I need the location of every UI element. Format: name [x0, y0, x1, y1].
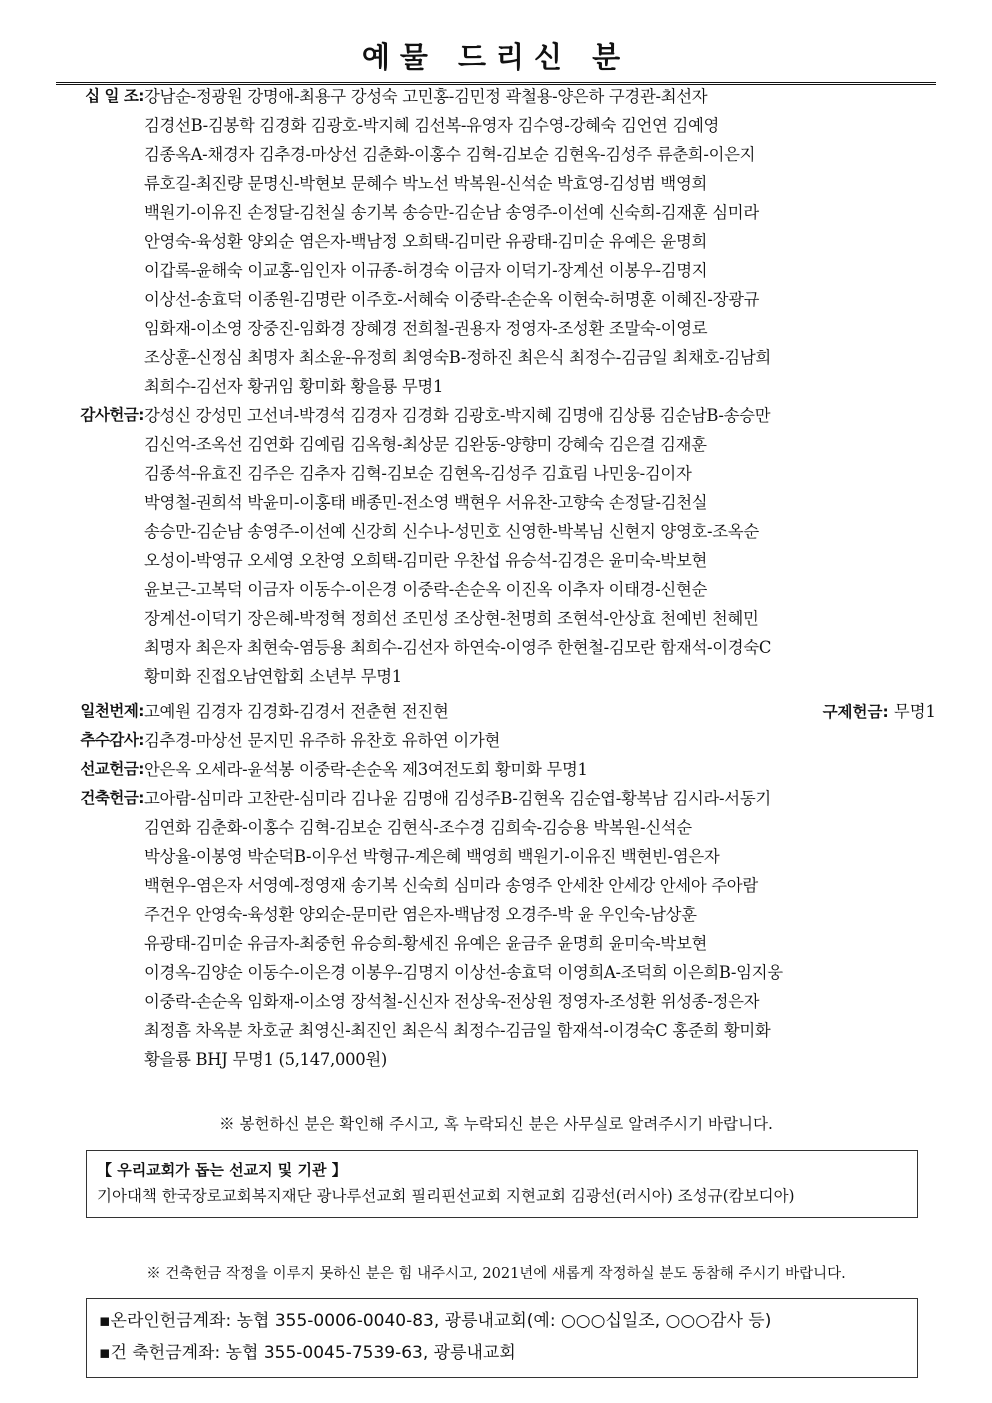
name-line: 오성이-박영규 오세영 오찬영 오희택-김미란 우찬섭 유승석-김경은 윤미숙-박보현 [144, 551, 708, 570]
section-harvest [56, 726, 936, 755]
building-fund-account: ▪건 축헌금계좌: 농협 355-0045-7539-63, 광릉내교회 [99, 1343, 516, 1363]
relief-offering [823, 697, 936, 727]
missions-list: 기아대책 한국장로교회복지재단 광나루선교회 필리핀선교회 지현교회 김광선(러시아) 조성규(캄보디아) [97, 1187, 795, 1205]
name-line: 이중락-손순옥 임화재-이소영 장석철-신신자 전상욱-전상원 정영자-조성환 위성종-정은자 [144, 992, 760, 1011]
name-line: 고예원 김경자 김경화-김경서 전춘현 전진현 [144, 702, 449, 721]
name-line: 황미화 진접오남연합회 소년부 무명1 [144, 667, 402, 686]
building-pledge-note: ※ 건축헌금 작정을 이루지 못하신 분은 힘 내주시고, 2021년에 새롭게 작정하실 분도 동참해 주시기 바랍니다. [146, 1266, 846, 1282]
online-offering-account: ▪온라인헌금계좌: 농협 355-0006-0040-83, 광릉내교회(예: ○○○십일조, ○○○감사 등) [99, 1311, 772, 1331]
confirmation-note: ※ 봉헌하신 분은 확인해 주시고, 혹 누락되신 분은 사무실로 알려주시기 바랍니다. [219, 1115, 773, 1133]
section-thanks [56, 401, 936, 691]
relief-label: 구제헌금: [822, 703, 889, 721]
relief-names: 무명1 [893, 702, 936, 721]
section-label: 건축헌금: [80, 789, 144, 807]
name-line: 황을룡 BHJ 무명1 (5,147,000원) [144, 1050, 387, 1069]
name-list [144, 82, 936, 401]
section-tithe [56, 82, 936, 401]
name-line: 강남순-정광원 강명애-최용구 강성숙 고민홍-김민정 곽철용-양은하 구경관-최선자 [144, 87, 708, 106]
section-building [56, 784, 936, 1074]
name-line: 김종석-유효진 김주은 김추자 김혁-김보순 김현옥-김성주 김효림 나민웅-김이자 [144, 464, 692, 483]
name-list [144, 697, 936, 727]
page-title: 예물 드리신 분 [361, 40, 631, 74]
name-list [144, 726, 936, 755]
name-line: 강성신 강성민 고선녀-박경석 김경자 김경화 김광호-박지혜 김명애 김상룡 김순남B-송승만 [144, 406, 771, 425]
section-label: 선교헌금: [80, 760, 144, 778]
name-line: 이상선-송효덕 이종원-김명란 이주호-서혜숙 이중락-손순옥 이현숙-허명훈 이혜진-장광규 [144, 290, 760, 309]
name-line: 송승만-김순남 송영주-이선예 신강희 신수나-성민호 신영한-박복님 신현지 양영호-조옥순 [144, 522, 759, 541]
name-line: 안영숙-육성환 양외순 염은자-백남정 오희택-김미란 유광태-김미순 유예은 윤명희 [144, 232, 708, 251]
name-line: 백현우-염은자 서영예-정영재 송기복 신숙희 심미라 송영주 안세찬 안세강 안세아 주아람 [144, 876, 758, 895]
name-line: 유광태-김미순 유금자-최중헌 유승희-황세진 유예은 윤금주 윤명희 윤미숙-박보현 [144, 934, 708, 953]
name-line: 박상율-이봉영 박순덕B-이우선 박형규-계은혜 백영희 백원기-이유진 백현빈-염은자 [144, 847, 720, 866]
name-line: 백원기-이유진 손정달-김천실 송기복 송승만-김순남 송영주-이선예 신숙희-김재훈 심미라 [144, 203, 759, 222]
accounts-box [86, 1298, 918, 1378]
name-list [144, 755, 936, 784]
name-line: 최명자 최은자 최현숙-염등용 최희수-김선자 하연숙-이영주 한현철-김모란 함재석-이경숙C [144, 638, 772, 657]
name-line: 박영철-권희석 박윤미-이홍태 배종민-전소영 백현우 서유찬-고향숙 손정달-김천실 [144, 493, 708, 512]
section-label: 감사헌금: [80, 406, 144, 424]
name-line: 최희수-김선자 황귀임 황미화 황을룡 무명1 [144, 377, 444, 396]
name-line: 김연화 김춘화-이홍수 김혁-김보순 김현식-조수경 김희숙-김승용 박복원-신석순 [144, 818, 692, 837]
name-list [144, 401, 936, 691]
name-line: 윤보근-고복덕 이금자 이동수-이은경 이중락-손순옥 이진옥 이추자 이태경-신현순 [144, 580, 708, 599]
name-line: 이갑록-윤해숙 이교홍-임인자 이규종-허경숙 이금자 이덕기-장계선 이봉우-김명지 [144, 261, 708, 280]
name-line: 김신억-조옥선 김연화 김예림 김옥형-최상문 김완동-양향미 강혜숙 김은결 김재훈 [144, 435, 707, 454]
name-line: 조상훈-신정심 최명자 최소윤-유정희 최영숙B-정하진 최은식 최정수-김금일 최채호-김남희 [144, 348, 771, 367]
name-line: 고아람-심미라 고찬란-심미라 김나윤 김명애 김성주B-김현옥 김순엽-황복남 김시라-서동기 [144, 789, 771, 808]
missions-heading: 【 우리교회가 돕는 선교지 및 기관 】 [97, 1161, 347, 1179]
name-line: 장계선-이덕기 장은혜-박정혁 정희선 조민성 조상현-천명희 조현석-안상효 천예빈 천혜민 [144, 609, 759, 628]
name-line: 김종옥A-채경자 김추경-마상선 김춘화-이홍수 김혁-김보순 김현옥-김성주 류춘희-이은지 [144, 145, 756, 164]
name-line: 임화재-이소영 장중진-임화경 장혜경 전희철-권용자 정영자-조성환 조말숙-이영로 [144, 319, 708, 338]
section-label: 추수감사: [80, 731, 144, 749]
name-line: 주건우 안영숙-육성환 양외순-문미란 염은자-백남정 오경주-박 윤 우인숙-남상훈 [144, 905, 697, 924]
title-bar [56, 36, 936, 85]
name-line: 이경옥-김양순 이동수-이은경 이봉우-김명지 이상선-송효덕 이영희A-조덕희 이은희B-임지웅 [144, 963, 783, 982]
name-list [144, 784, 936, 1074]
section-label: 일천번제: [80, 702, 144, 720]
missions-box [86, 1150, 918, 1218]
name-line: 김추경-마상선 문지민 유주하 유찬호 유하연 이가현 [144, 731, 500, 750]
section-burnt-offering [56, 697, 936, 727]
section-label: 십 일 조: [85, 87, 144, 105]
name-line: 최정흠 차옥분 차호균 최영신-최진인 최은식 최정수-김금일 함재석-이경숙C 홍준희 황미화 [144, 1021, 771, 1040]
name-line: 류호길-최진량 문명신-박현보 문혜수 박노선 박복원-신석순 박효영-김성범 백영희 [144, 174, 708, 193]
section-mission [56, 755, 936, 784]
name-line: 안은옥 오세라-윤석봉 이중락-손순옥 제3여전도회 황미화 무명1 [144, 760, 588, 779]
name-line: 김경선B-김봉학 김경화 김광호-박지혜 김선복-유영자 김수영-강혜숙 김언연 김예영 [144, 116, 720, 135]
